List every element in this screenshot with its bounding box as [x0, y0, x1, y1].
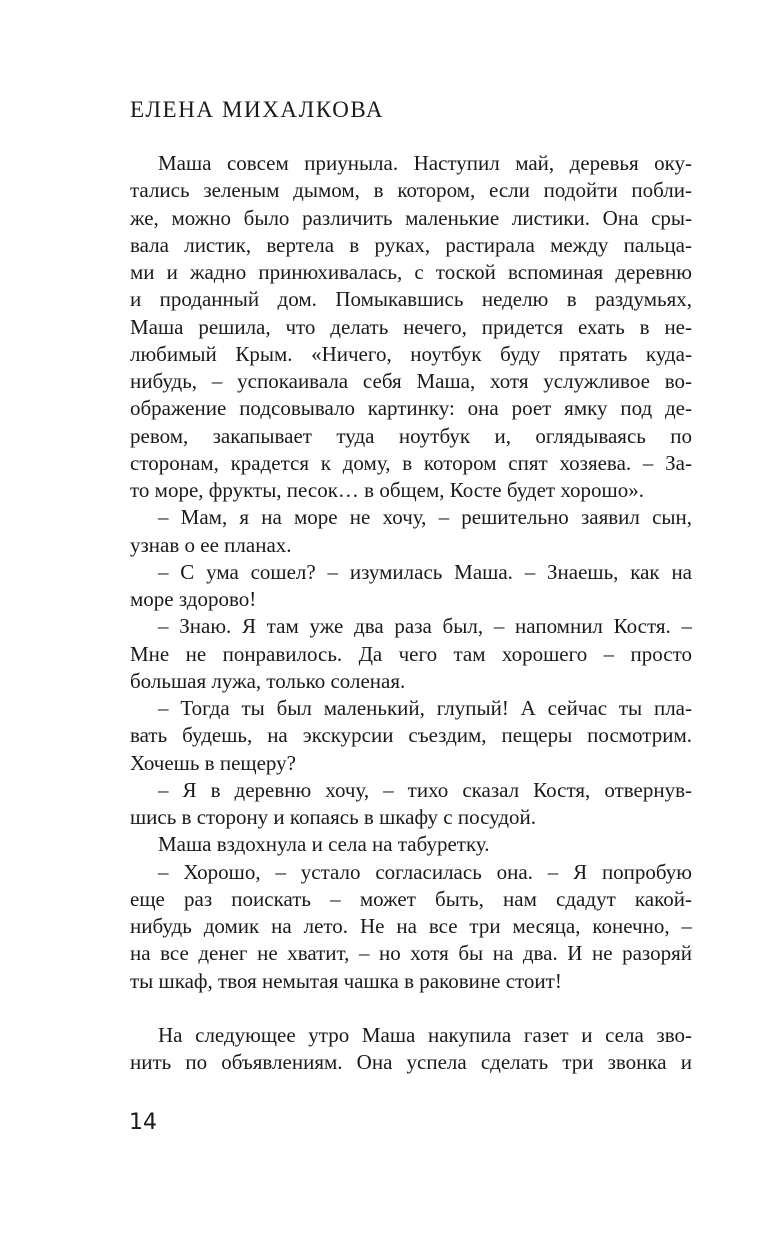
text-line: и проданный дом. Помыкавшись неделю в раздумьях, — [130, 287, 692, 312]
text-line: тались зеленым дымом, в котором, если подойти побли- — [130, 178, 692, 203]
text-line: Маша решила, что делать нечего, придется ехать в не- — [130, 314, 692, 339]
text-line: Маша совсем приуныла. Наступил май, деревья оку- — [158, 151, 692, 175]
text-line: ревом, закапывает туда ноутбук и, оглядываясь по — [130, 423, 692, 448]
text-line: ты шкаф, твоя немытая чашка в раковине стоит! — [130, 968, 562, 993]
text-line: же, можно было различить маленькие листики. Она сры- — [130, 205, 692, 230]
text-line: узнав о ее планах. — [130, 532, 292, 557]
paragraph — [130, 1022, 692, 1077]
running-head: ЕЛЕНА МИХАЛКОВА — [130, 97, 385, 122]
text-line: Мне не понравилось. Да чего там хорошего – просто — [130, 641, 692, 666]
paragraph — [130, 831, 692, 858]
text-line: нибудь, – успокаивала себя Маша, хотя услужливое во- — [130, 369, 692, 393]
section-break — [130, 995, 692, 1022]
text-line: вать будешь, на экскурсии съездим, пещеры посмотрим. — [130, 723, 692, 748]
text-line: Маша вздохнула и села на табуретку. — [158, 832, 490, 857]
body-text — [130, 150, 692, 1076]
paragraph — [130, 613, 692, 695]
text-line: – Хорошо, – устало согласилась она. – Я попробую — [158, 859, 692, 884]
text-line: то море, фрукты, песок… в общем, Косте будет хорошо». — [130, 478, 644, 502]
text-line: нибудь домик на лето. Не на все три месяца, конечно, – — [130, 914, 692, 938]
text-line: Хочешь в пещеру? — [130, 750, 296, 775]
paragraph — [130, 559, 692, 614]
text-line: любимый Крым. «Ничего, ноутбук буду прятать куда- — [130, 341, 692, 366]
text-line: море здорово! — [130, 587, 257, 611]
text-line: – С ума сошел? – изумилась Маша. – Знаешь, как на — [158, 559, 692, 584]
text-line: нить по объявлениям. Она успела сделать три звонка и — [130, 1050, 692, 1074]
text-line: на все денег не хватит, – но хотя бы на два. И не разоряй — [130, 941, 692, 966]
text-line: На следующее утро Маша накупила газет и села зво- — [158, 1022, 692, 1047]
text-line: – Я в деревню хочу, – тихо сказал Костя, отвернув- — [158, 777, 692, 802]
paragraph — [130, 859, 692, 995]
paragraph — [130, 777, 692, 832]
text-line: ображение подсовывало картинку: она роет ямку под де- — [130, 396, 692, 421]
paragraph — [130, 695, 692, 777]
paragraph — [130, 150, 692, 504]
text-line: – Знаю. Я там уже два раза был, – напомнил Костя. – — [158, 614, 692, 639]
text-line: сторонам, крадется к дому, в котором спят хозяева. – За- — [130, 450, 692, 475]
text-line: шись в сторону и копаясь в шкафу с посудой. — [130, 805, 537, 829]
paragraph — [130, 504, 692, 559]
text-line: большая лужа, только соленая. — [130, 668, 406, 693]
text-line: ми и жадно принюхивалась, с тоской вспоминая деревню — [130, 260, 692, 284]
text-line: – Тогда ты был маленький, глупый! А сейчас ты пла- — [158, 696, 692, 720]
text-line: вала листик, вертела в руках, растирала между пальца- — [130, 232, 692, 257]
text-line: еще раз поискать – может быть, нам сдадут какой- — [130, 886, 692, 911]
page-number: 14 — [129, 1110, 157, 1135]
text-line: – Мам, я на море не хочу, – решительно заявил сын, — [158, 505, 692, 530]
